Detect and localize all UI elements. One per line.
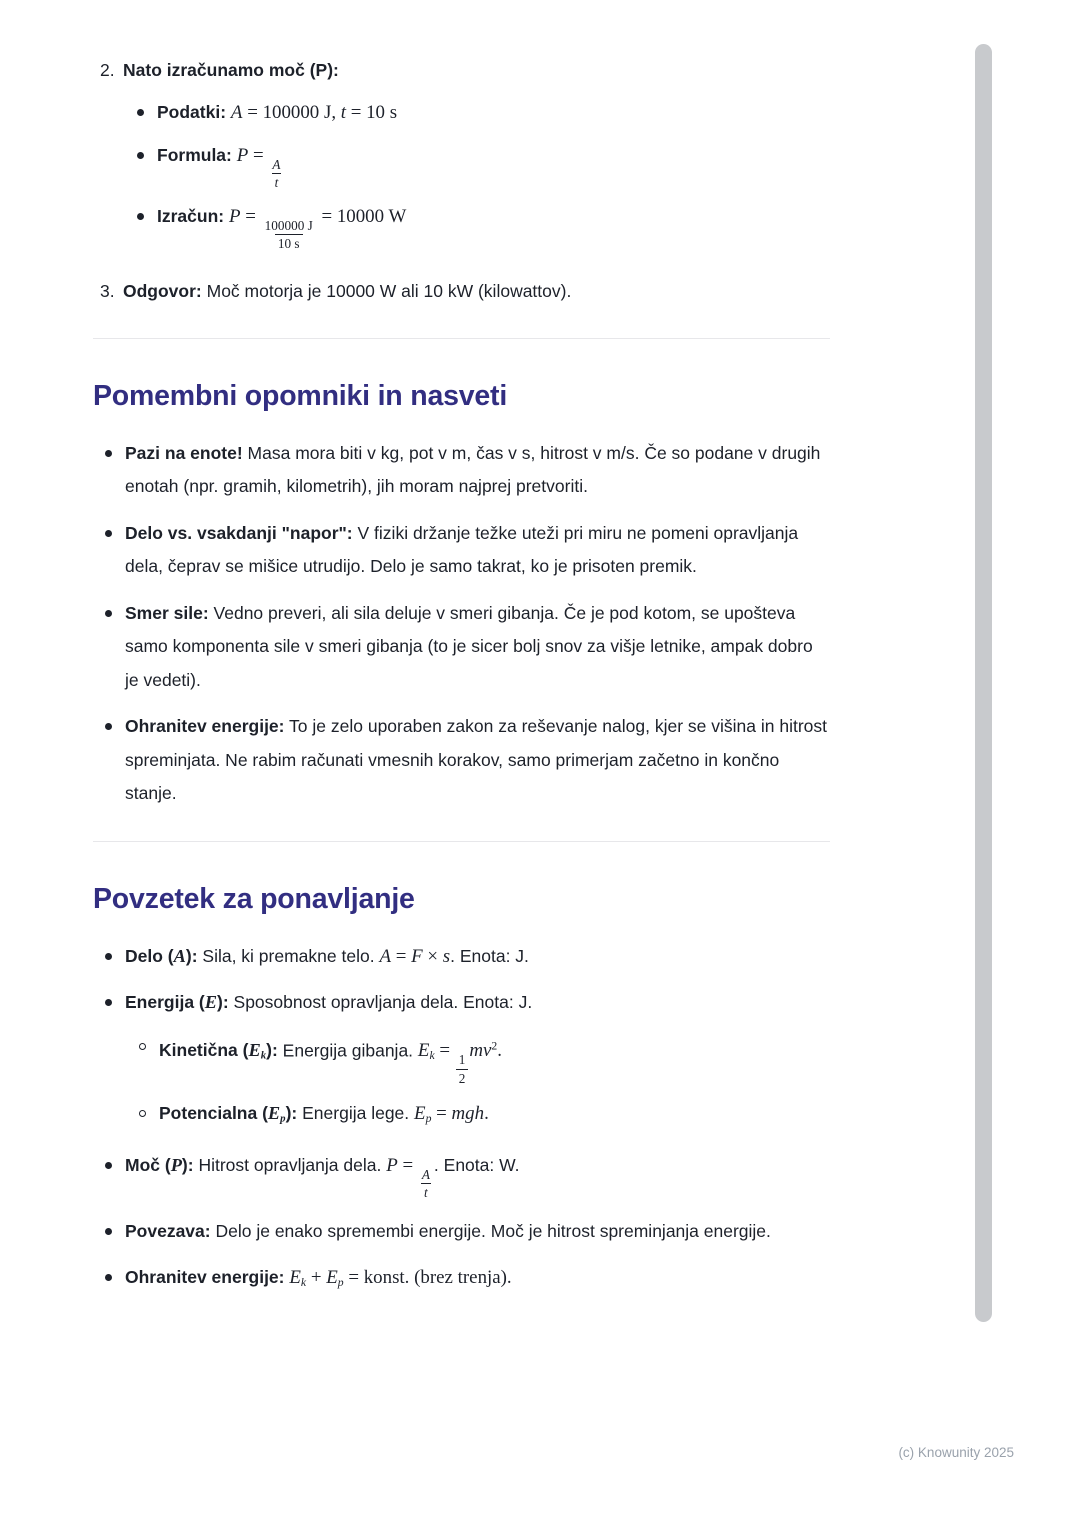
fraction: $\frac{100000 J}{10 s}$ [264, 218, 313, 252]
bullet-dot-icon [105, 1162, 112, 1169]
math-expression: Ep = mgh. [414, 1102, 489, 1125]
bullet-dot-icon [105, 999, 112, 1006]
step-number: 3. [100, 280, 115, 301]
item-text: Energija gibanja. [282, 1040, 418, 1061]
step-text [123, 281, 571, 301]
math-expression: P = $\frac{A}{t}$ [237, 145, 285, 166]
bullet-dot-icon [105, 530, 112, 537]
fraction: $\frac{A}{t}$ [272, 156, 281, 190]
item-text: V fiziki držanje težke uteži pri miru ne pomeni opravljanja dela, čeprav se mišice utrudijo. Delo je samo takrat, ko je prisoten premik. [125, 522, 799, 577]
section-heading-reminders: Pomembni opomniki in nasveti [93, 379, 508, 412]
item-text: Sposobnost opravljanja dela. Enota: J. [233, 992, 533, 1013]
step-bullet-list [123, 96, 830, 253]
item-label: Delo vs. vsakdanji "napor": [125, 522, 353, 543]
summary-list [93, 940, 830, 1300]
item-text: Hitrost opravljanja dela. [198, 1154, 387, 1175]
bullet-dot-icon [105, 610, 112, 617]
step-number: 2. [100, 60, 115, 80]
bullet-dot-icon [105, 1228, 112, 1235]
list-item-formula [123, 139, 830, 192]
math-subscript: k [300, 1275, 307, 1289]
item-text: Vedno preveri, ali sila deluje v smeri gibanja. Če je pod kotom, se upošteva samo komponenta sile v smeri gibanja (to je sicer bolj snov za višje letnike, ampak dobro je vedeti). [125, 602, 813, 690]
step-title [123, 54, 830, 87]
step-body [123, 54, 830, 253]
bullet-dot-icon [137, 152, 144, 159]
list-item [93, 710, 830, 811]
item-label: Delo (A): [125, 945, 198, 966]
bullet-dot-icon [137, 213, 144, 220]
item-label: Ohranitev energije: [125, 716, 285, 737]
energy-sublist [125, 1030, 830, 1136]
item-label: Potencialna (Ep): [159, 1102, 298, 1125]
math-expression: A = 100000 J, t = 10 s [230, 102, 398, 123]
label-subscript: k [260, 1049, 267, 1062]
label-subscript: p [280, 1112, 286, 1125]
item-label: Energija (E): [125, 992, 229, 1013]
math-subscript: p [425, 1111, 432, 1125]
list-item-povezava [93, 1215, 830, 1249]
calculation-steps [93, 54, 830, 308]
item-label: Izračun: [157, 206, 225, 227]
item-label: Formula: [157, 144, 232, 165]
step-title-text: Nato izračunamo moč (P): [123, 60, 339, 80]
label-math-symbol: P [170, 1154, 182, 1175]
bullet-dot-icon [105, 953, 112, 960]
item-label: Odgovor: [123, 280, 202, 301]
bullet-dot-icon [105, 1274, 112, 1281]
reminders-list [93, 437, 830, 811]
math-expression: Ek = $\frac{1}{2}$ $mv^2$. [417, 1039, 502, 1086]
item-text: Masa mora biti v kg, pot v m, čas v s, hitrost v m/s. Če so podane v drugih enotah (npr. gramih, kilometrih), jih moram najprej pretvoriti. [125, 442, 821, 497]
item-text: Energija lege. [302, 1102, 415, 1123]
bullet-dot-icon [105, 450, 112, 457]
label-math-symbol: E [248, 1040, 261, 1061]
math-expression: P = $\frac{100000 J}{10 s}$ = 10000 W [228, 206, 407, 252]
item-text: Delo je enako spremembi energije. Moč je hitrost spreminjanja energije. [215, 1220, 771, 1241]
item-text: Moč motorja je 10000 W ali 10 kW (kilowattov). [206, 280, 572, 301]
item-label: Pazi na enote! [125, 442, 243, 463]
math-superscript: 2 [491, 1039, 498, 1053]
math-expression: A = F × s [379, 945, 451, 967]
fraction: $\frac{A}{t}$ [421, 1167, 430, 1201]
item-text: To je zelo uporaben zakon za reševanje nalog, kjer se višina in hitrost spreminjata. Ne rabim računati vmesnih korakov, samo primerjam začetno in končno stanje. [125, 716, 827, 804]
list-item-moc [93, 1149, 830, 1202]
section-heading-summary: Povzetek za ponavljanje [93, 882, 415, 915]
label-math-symbol: E [267, 1102, 281, 1123]
list-item [93, 597, 830, 698]
math-expression: Ek + Ep = konst. (brez trenja). [289, 1267, 512, 1289]
label-math-symbol: A [173, 945, 186, 966]
item-text: . Enota: W. [433, 1154, 520, 1175]
item-label: Ohranitev energije: [125, 1267, 285, 1288]
list-item [93, 437, 830, 504]
list-item-izracun [123, 200, 830, 253]
item-label: Kinetična (Ek): [159, 1040, 278, 1062]
section-divider [93, 841, 830, 842]
step-item-2 [93, 54, 830, 253]
list-item-kineticna [125, 1030, 830, 1087]
list-item-energija [93, 986, 830, 1136]
section-divider [93, 338, 830, 339]
list-item-potencialna [125, 1097, 830, 1136]
item-text: . Enota: J. [450, 945, 529, 966]
list-item-delo [93, 940, 830, 974]
item-text: Sila, ki premakne telo. [202, 945, 380, 966]
item-label: Podatki: [157, 102, 227, 122]
scrollbar-thumb[interactable] [975, 44, 992, 1322]
bullet-circle-icon [139, 1110, 146, 1117]
item-label: Smer sile: [125, 602, 209, 623]
list-item-ohranitev [93, 1261, 830, 1299]
list-item [93, 517, 830, 584]
step-item-3 [93, 275, 830, 308]
math-expression: P = $\frac{A}{t}$ [386, 1155, 434, 1176]
notes-document [93, 54, 830, 1312]
bullet-dot-icon [105, 723, 112, 730]
bullet-circle-icon [139, 1043, 146, 1050]
label-math-symbol: E [204, 992, 217, 1013]
list-item-podatki [123, 96, 830, 130]
fraction: $\frac{1}{2}$ [456, 1051, 469, 1086]
footer-copyright: (c) Knowunity 2025 [898, 1445, 1014, 1460]
item-label: Povezava: [125, 1220, 211, 1241]
math-subscript: k [429, 1049, 435, 1063]
bullet-dot-icon [137, 109, 144, 116]
math-subscript: p [337, 1275, 344, 1289]
item-label: Moč (P): [125, 1154, 194, 1175]
